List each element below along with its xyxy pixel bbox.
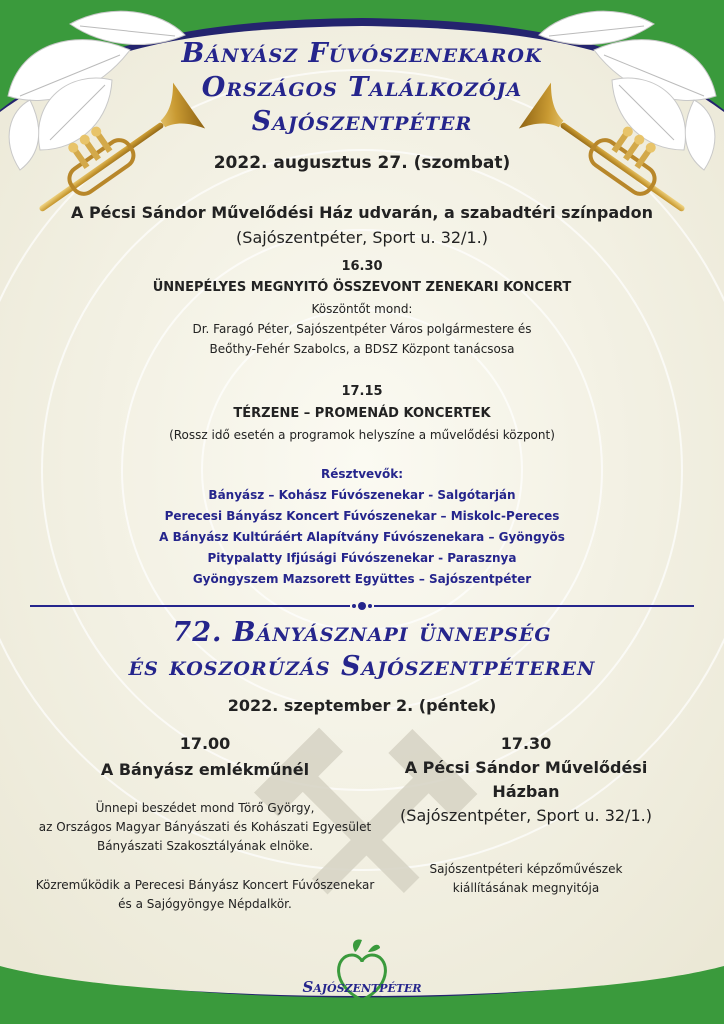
event2-date: 2022. szeptember 2. (péntek) — [227, 696, 497, 715]
event1-date: 2022. augusztus 27. (szombat) — [213, 153, 511, 173]
participant-item: Perecesi Bányász Koncert Fúvószenekar – Miskolc-Pereces — [164, 509, 560, 523]
participant-item: Gyöngyszem Mazsorett Együttes – Sajószentpéter — [192, 572, 532, 586]
left-speech-line3: Bányászati Szakosztályának elnöke. — [96, 839, 314, 853]
right-exhibition-line2: kiállításának megnyitója — [452, 881, 600, 895]
event2-title-line2: és koszorúzás Sajószentpéteren — [128, 651, 596, 682]
participants-label: Résztvevők: — [320, 467, 404, 481]
event1-title-line3: Sajószentpéter — [251, 106, 473, 137]
right-time: 17.30 — [500, 734, 552, 753]
event2-title-line1: 72. Bányásznapi ünnepség — [172, 617, 552, 648]
program2-time: 17.15 — [341, 384, 383, 399]
left-speech-line1: Ünnepi beszédet mond Törő György, — [95, 801, 315, 815]
left-time: 17.00 — [179, 734, 231, 753]
event1-title-line1: Bányász Fúvószenekarok — [181, 38, 543, 69]
participant-item: Bányász – Kohász Fúvószenekar - Salgótarján — [208, 488, 516, 502]
right-place-line1: A Pécsi Sándor Művelődési — [404, 758, 648, 777]
program1-intro: Köszöntőt mond: — [311, 302, 413, 316]
program2-title: TÉRZENE – PROMENÁD KONCERTEK — [233, 406, 491, 421]
event1-title-line2: Országos Találkozója — [201, 72, 523, 103]
program1-title: ÜNNEPÉLYES MEGNYITÓ ÖSSZEVONT ZENEKARI KONCERT — [152, 280, 572, 295]
right-exhibition-line1: Sajószentpéteri képzőművészek — [429, 862, 623, 876]
left-music-line1: Közreműködik a Perecesi Bányász Koncert Fúvószenekar — [35, 878, 375, 892]
left-music-line2: és a Sajógyöngye Népdalkör. — [118, 897, 292, 911]
program1-line2: Beőthy-Fehér Szabolcs, a BDSZ Központ tanácsosa — [209, 342, 515, 356]
event1-venue: A Pécsi Sándor Művelődési Ház udvarán, a szabadtéri színpadon — [71, 203, 653, 222]
program1-time: 16.30 — [341, 259, 383, 274]
event1-address: (Sajószentpéter, Sport u. 32/1.) — [236, 228, 488, 247]
town-logo-text: Sajószentpéter — [302, 978, 422, 996]
right-place-line2: Házban — [492, 782, 560, 801]
right-address: (Sajószentpéter, Sport u. 32/1.) — [400, 806, 652, 825]
left-speech-line2: az Országos Magyar Bányászati és Kohászati Egyesület — [38, 820, 372, 834]
left-place: A Bányász emlékműnél — [100, 760, 310, 779]
program2-note: (Rossz idő esetén a programok helyszíne a művelődési központ) — [169, 428, 555, 442]
participant-item: A Bányász Kultúráért Alapítvány Fúvószenekara – Gyöngyös — [159, 530, 565, 544]
participant-item: Pitypalatty Ifjúsági Fúvószenekar - Parasznya — [207, 551, 517, 565]
program1-line1: Dr. Faragó Péter, Sajószentpéter Város polgármestere és — [192, 322, 532, 336]
